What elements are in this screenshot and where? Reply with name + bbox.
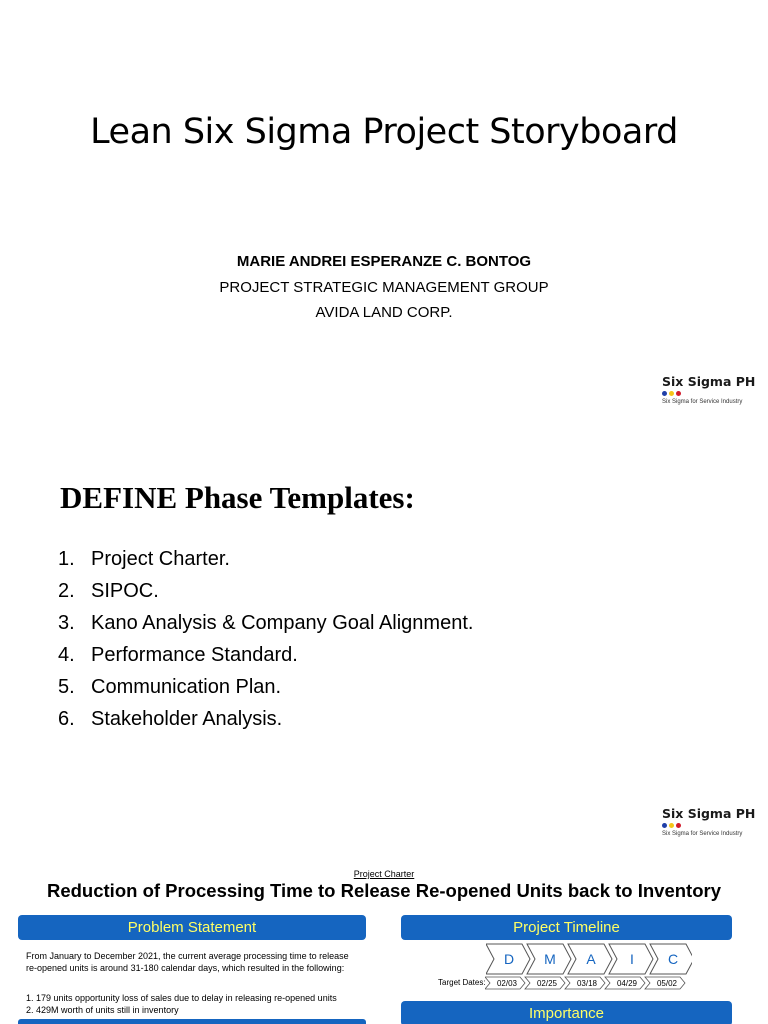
charter-subtitle: Project Charter [353, 869, 415, 879]
target-date: 03/18 [576, 979, 598, 988]
list-item: 2. SIPOC. [58, 580, 159, 602]
project-timeline-header: Project Timeline [401, 915, 732, 940]
phase-label: A [586, 951, 596, 967]
target-dates-row [485, 976, 691, 990]
storyboard-title: Lean Six Sigma Project Storyboard [90, 112, 678, 152]
logo-dots-icon [662, 823, 755, 830]
list-item: 6. Stakeholder Analysis. [58, 708, 283, 730]
logo-tagline: Six Sigma for Service Industry [662, 399, 743, 405]
list-item: 1. Project Charter. [58, 548, 230, 570]
group-name: PROJECT STRATEGIC MANAGEMENT GROUP [219, 279, 549, 296]
template-list [58, 547, 473, 739]
phase-label: I [630, 951, 634, 967]
target-date: 02/25 [536, 979, 558, 988]
target-dates-label: Target Dates: [438, 978, 486, 987]
list-item: 5. Communication Plan. [58, 676, 282, 698]
title-slide [0, 0, 768, 432]
phase-label: M [544, 951, 556, 967]
list-item: 3. Kano Analysis & Company Goal Alignment. [58, 612, 474, 634]
next-section-header [18, 1019, 366, 1024]
define-phase-title: DEFINE Phase Templates: [60, 480, 415, 515]
six-sigma-logo [662, 374, 755, 405]
logo-dots-icon [662, 391, 755, 398]
phase-label: D [503, 951, 515, 967]
dmaic-chevrons [486, 943, 692, 975]
company-name: AVIDA LAND CORP. [315, 304, 453, 321]
charter-title: Reduction of Processing Time to Release Re-opened Units back to Inventory [46, 880, 722, 901]
project-charter-slide [0, 864, 768, 1024]
problem-text-line-1: From January to December 2021, the current average processing time to release [26, 951, 349, 961]
author-name: MARIE ANDREI ESPERANZE C. BONTOG [236, 253, 532, 270]
phase-label: C [667, 951, 679, 967]
six-sigma-logo [662, 806, 755, 837]
importance-header: Importance [401, 1001, 732, 1024]
list-item: 4. Performance Standard. [58, 644, 298, 666]
define-phase-slide [0, 432, 768, 864]
problem-text-line-2: re-opened units is around 31-180 calendar days, which resulted in the following: [26, 963, 345, 973]
logo-tagline: Six Sigma for Service Industry [662, 831, 743, 837]
logo-name: Six Sigma PH [662, 374, 756, 389]
target-date: 02/03 [496, 979, 518, 988]
problem-item-1: 1. 179 units opportunity loss of sales due to delay in releasing re-opened units [26, 993, 337, 1003]
target-date: 04/29 [616, 979, 638, 988]
logo-name: Six Sigma PH [662, 806, 756, 821]
target-date: 05/02 [656, 979, 678, 988]
problem-statement-header: Problem Statement [18, 915, 366, 940]
problem-item-2: 2. 429M worth of units still in inventory [26, 1005, 179, 1015]
